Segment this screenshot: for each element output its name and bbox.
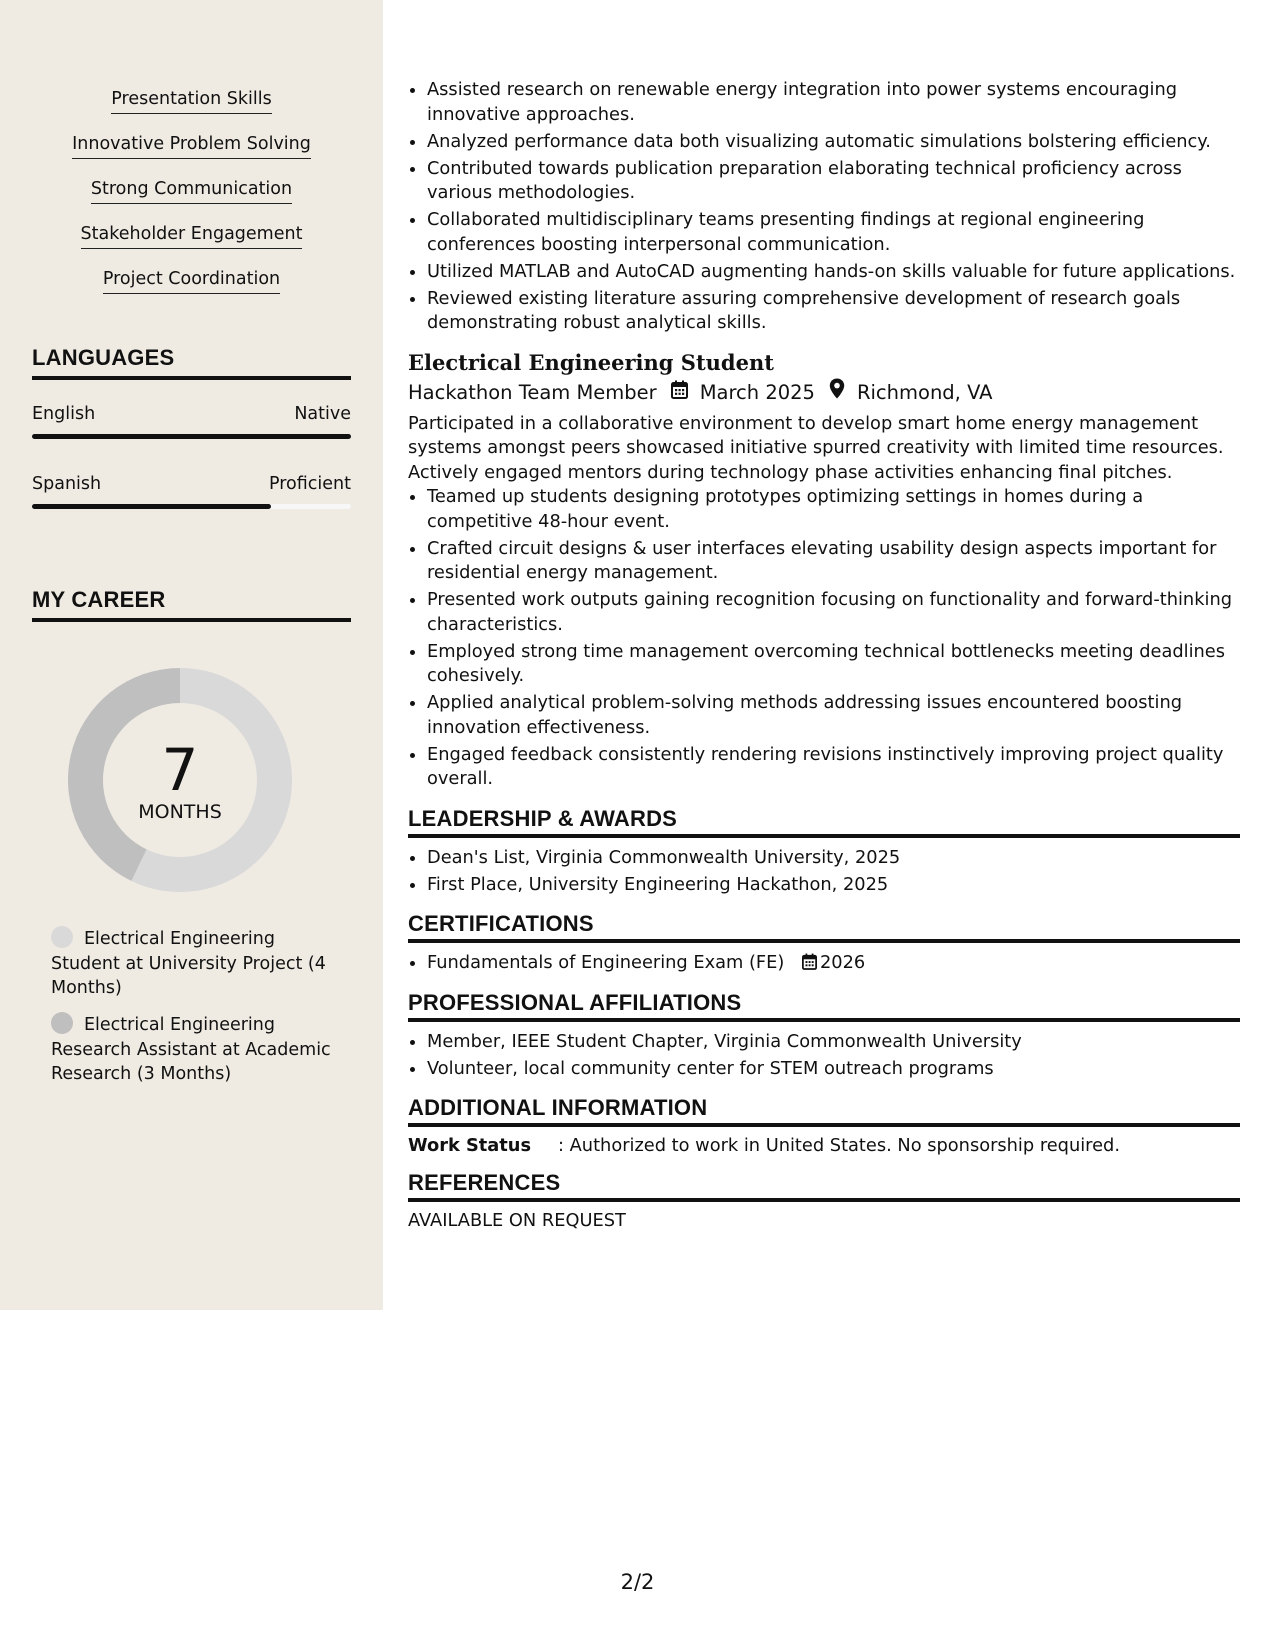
additional-info-heading: ADDITIONAL INFORMATION	[408, 1095, 1240, 1127]
career-donut-chart	[60, 660, 300, 900]
bullet-item: • Collaborated multidisciplinary teams presenting findings at regional engineering conferences boosting interpersonal communication.	[427, 208, 1240, 257]
job-title: Electrical Engineering Student	[408, 349, 774, 375]
skill-item: Stakeholder Engagement	[81, 223, 303, 249]
bullet-item: • Crafted circuit designs & user interfaces elevating usability design aspects important for residential energy management.	[427, 537, 1240, 586]
career-heading: MY CAREER	[32, 587, 351, 622]
job-summary: Participated in a collaborative environment to develop smart home energy management systems amongst peers showcased initiative spurred creativity with limited time resources. Actively engaged mentors during technology phase activities enhancing final pitches.	[408, 412, 1224, 483]
affiliation-item: • Volunteer, local community center for STEM outreach programs	[427, 1057, 1240, 1082]
skill-item: Innovative Problem Solving	[72, 133, 311, 159]
job-date: March 2025	[699, 380, 815, 404]
legend-dot	[51, 1012, 73, 1034]
work-status-row	[408, 1135, 1240, 1156]
affiliations-heading: PROFESSIONAL AFFILIATIONS	[408, 990, 1240, 1022]
job-company: Hackathon Team Member	[408, 380, 657, 404]
skill-item: Presentation Skills	[111, 88, 271, 114]
bullet-item: • Contributed towards publication preparation elaborating technical proficiency across various methodologies.	[427, 157, 1240, 206]
language-bar-fill	[32, 504, 271, 509]
work-status-value: : Authorized to work in United States. No sponsorship required.	[558, 1135, 1120, 1156]
language-bar	[32, 434, 351, 439]
page-number: 2/2	[620, 1570, 655, 1594]
affiliation-item: • Member, IEEE Student Chapter, Virginia Commonwealth University	[427, 1030, 1240, 1055]
language-bar	[32, 504, 351, 509]
bullet-item: • Teamed up students designing prototypes optimizing settings in homes during a competitive 48-hour event.	[427, 485, 1240, 534]
language-name: Spanish	[32, 474, 102, 494]
references-text: AVAILABLE ON REQUEST	[408, 1210, 626, 1231]
location-pin-icon	[829, 378, 845, 408]
job-meta	[408, 378, 1240, 408]
certifications-list	[408, 951, 1240, 976]
legend-dot	[51, 926, 73, 948]
award-item: • Dean's List, Virginia Commonwealth University, 2025	[427, 846, 1240, 871]
bullet-item: • Assisted research on renewable energy integration into power systems encouraging innovative approaches.	[427, 78, 1240, 127]
career-total: 7	[161, 736, 199, 804]
work-status-label: Work Status	[408, 1135, 532, 1156]
job-location: Richmond, VA	[856, 380, 993, 404]
bullet-item: • Presented work outputs gaining recognition focusing on functionality and forward-thinking characteristics.	[427, 588, 1240, 637]
bullet-item: • Engaged feedback consistently rendering revisions instinctively improving project quality overall.	[427, 743, 1240, 792]
skill-item: Project Coordination	[103, 268, 280, 294]
calendar-icon	[802, 951, 817, 976]
legend-text: Electrical Engineering Student at University Project (4 Months)	[51, 929, 326, 998]
award-item: • First Place, University Engineering Hackathon, 2025	[427, 873, 1240, 898]
language-name: English	[32, 404, 96, 424]
calendar-icon	[671, 378, 688, 408]
references-heading: REFERENCES	[408, 1170, 1240, 1202]
certification-date: 2026	[819, 952, 866, 973]
language-level: Native	[294, 404, 351, 424]
skill-item: Strong Communication	[91, 178, 292, 204]
job-bullets	[408, 485, 1240, 792]
bullet-item: • Reviewed existing literature assuring comprehensive development of research goals demonstrating robust analytical skills.	[427, 287, 1240, 336]
bullet-item: • Applied analytical problem-solving methods addressing issues encountered boosting innovation effectiveness.	[427, 691, 1240, 740]
bullet-item: • Analyzed performance data both visualizing automatic simulations bolstering efficiency.	[427, 130, 1240, 155]
skills-list	[0, 88, 383, 313]
certification-date-wrap	[802, 951, 865, 976]
previous-job-bullets	[408, 78, 1240, 336]
career-legend-item	[51, 1012, 341, 1087]
awards-heading: LEADERSHIP & AWARDS	[408, 806, 1240, 838]
languages-heading: LANGUAGES	[32, 345, 351, 380]
bullet-item: • Utilized MATLAB and AutoCAD augmenting hands-on skills valuable for future applications.	[427, 260, 1240, 285]
language-bar-fill	[32, 434, 351, 439]
affiliations-list	[408, 1030, 1240, 1082]
career-unit: MONTHS	[138, 801, 222, 823]
awards-list	[408, 846, 1240, 898]
career-legend-item	[51, 926, 341, 1001]
legend-text: Electrical Engineering Research Assistant at Academic Research (3 Months)	[51, 1015, 331, 1084]
certification-item	[427, 951, 1240, 976]
certification-name: Fundamentals of Engineering Exam (FE)	[427, 952, 785, 973]
language-level: Proficient	[269, 474, 351, 494]
bullet-item: • Employed strong time management overcoming technical bottlenecks meeting deadlines cohesively.	[427, 640, 1240, 689]
sidebar	[0, 0, 383, 1310]
main-content	[408, 78, 1240, 1231]
certifications-heading: CERTIFICATIONS	[408, 911, 1240, 943]
